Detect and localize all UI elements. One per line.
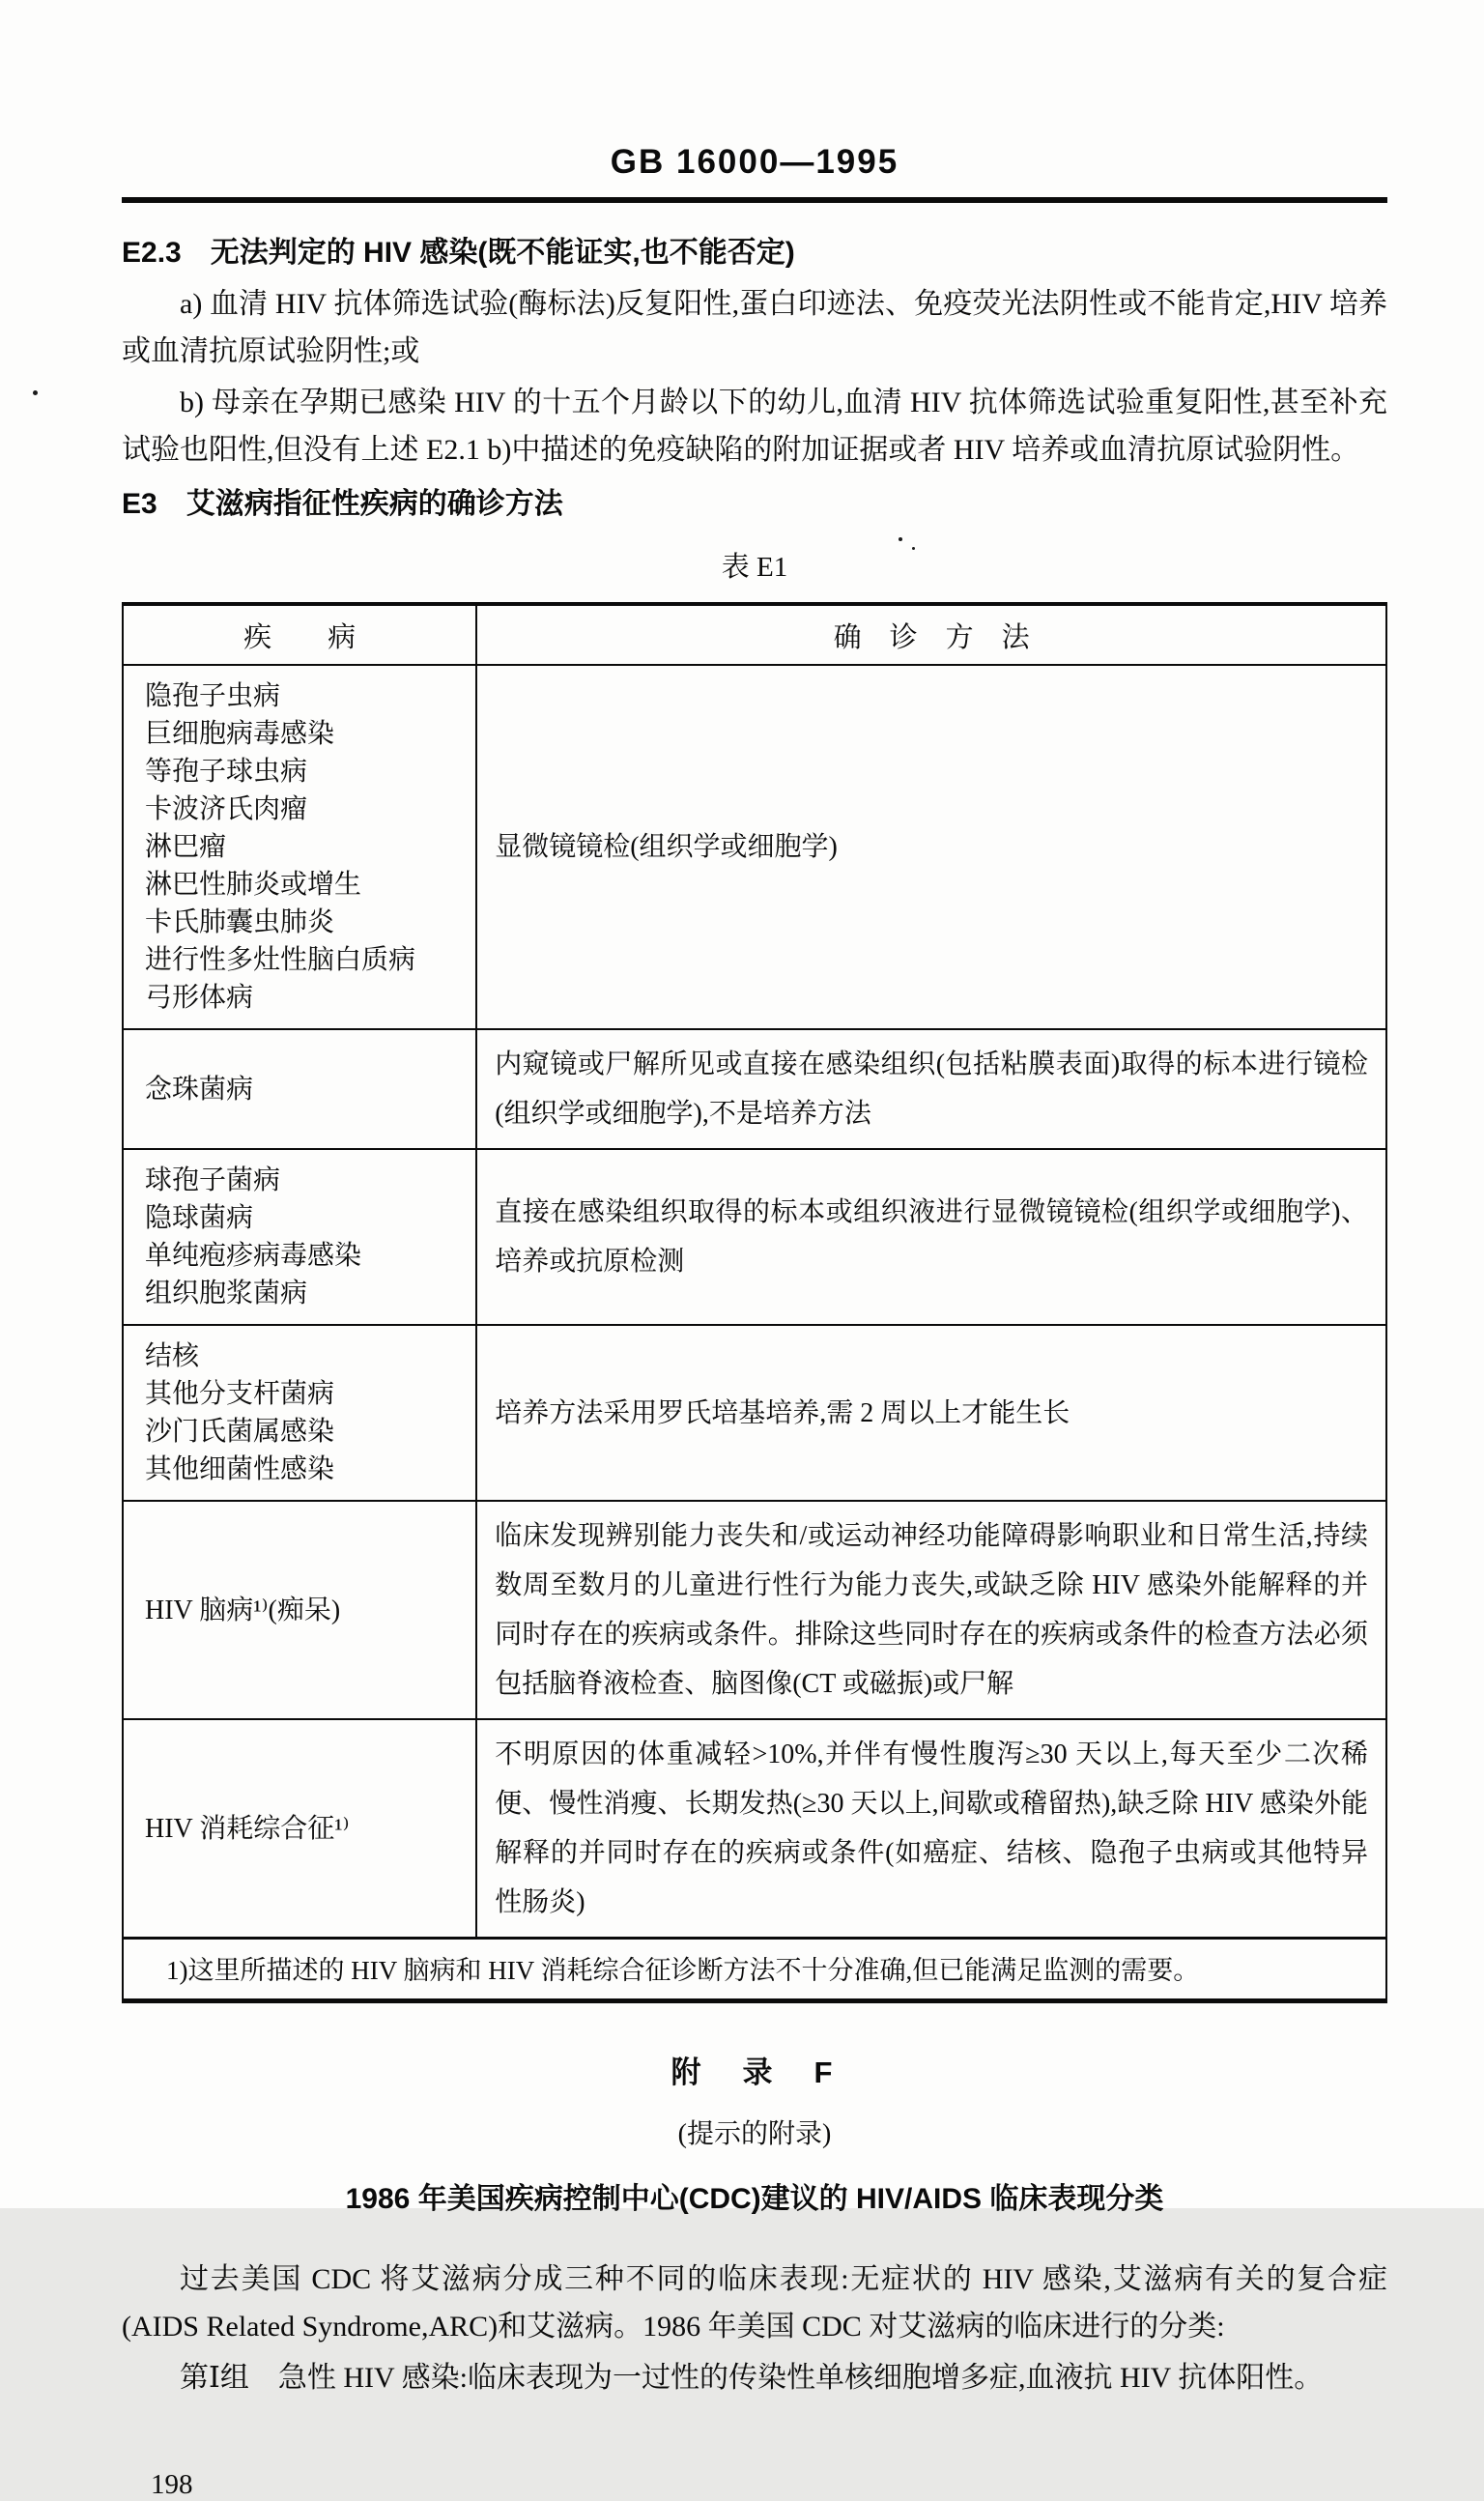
table-footnote-row: [123, 1939, 1386, 2001]
method-text: 显微镜镜检(组织学或细胞学): [495, 832, 838, 862]
disease-line: 进行性多灶性脑白质病: [145, 945, 416, 975]
heading-e2-3: E2.3 无法判定的 HIV 感染(既不能证实,也不能否定): [122, 237, 795, 269]
paragraph-e2-3-a: a) 血清 HIV 抗体筛选试验(酶标法)反复阳性,蛋白印迹法、免疫荧光法阴性或不能肯定,HIV 培养或血清抗原试验阴性;或: [122, 288, 1387, 367]
table-header-row: [123, 604, 1386, 665]
disease-line: 其他细菌性感染: [145, 1454, 335, 1484]
method-text: 直接在感染组织取得的标本或组织液进行显微镜镜检(组织学或细胞学)、培养或抗原检测: [495, 1197, 1368, 1277]
method-cell: [476, 1149, 1386, 1325]
disease-cell: [123, 1149, 476, 1325]
appendix-f-paragraph-1: 过去美国 CDC 将艾滋病分成三种不同的临床表现:无症状的 HIV 感染,艾滋病有关的复合症(AIDS Related Syndrome,ARC)和艾滋病。1986 年美国 CDC 对艾滋病的临床进行的分类:: [122, 2263, 1387, 2343]
disease-line: 结核: [145, 1341, 200, 1371]
disease-line: 卡氏肺囊虫肺炎: [145, 907, 335, 937]
disease-line: 单纯疱疹病毒感染: [145, 1241, 362, 1271]
disease-cell: [123, 1325, 476, 1501]
disease-line: HIV 脑病¹⁾(痴呆): [145, 1595, 341, 1625]
method-text: 培养方法采用罗氏培基培养,需 2 周以上才能生长: [495, 1397, 1070, 1428]
appendix-f-title: 附 录 F: [671, 2055, 839, 2089]
table-row: [123, 1501, 1386, 1719]
disease-line: 组织胞浆菌病: [145, 1279, 308, 1308]
disease-line: 淋巴性肺炎或增生: [145, 870, 362, 900]
column-header-disease: 疾 病: [123, 604, 476, 665]
table-row: [123, 1149, 1386, 1325]
table-footnote: 1)这里所描述的 HIV 脑病和 HIV 消耗综合征诊断方法不十分准确,但已能满足监测的需要。: [123, 1939, 1386, 2001]
appendix-f-body: [122, 2256, 1387, 2401]
disease-cell: [123, 1719, 476, 1939]
scan-speck: [33, 390, 38, 395]
method-cell: [476, 1501, 1386, 1719]
method-text: 临床发现辨别能力丧失和/或运动神经功能障碍影响职业和日常生活,持续数周至数月的儿童进行性行为能力丧失,或缺乏除 HIV 感染外能解释的并同时存在的疾病或条件。排除这些同时存在的疾病或条件的检查方法必须包括脑脊液检查、脑图像(CT 或磁振)或尸解: [495, 1521, 1368, 1699]
disease-cell: [123, 665, 476, 1029]
method-cell: [476, 1029, 1386, 1149]
disease-line: 球孢子菌病: [145, 1165, 281, 1195]
heading-e3: E3 艾滋病指征性疾病的确诊方法: [122, 488, 563, 520]
appendix-f-paragraph-2: 第Ⅰ组 急性 HIV 感染:临床表现为一过性的传染性单核细胞增多症,血液抗 HIV 抗体阳性。: [180, 2362, 1324, 2394]
paragraph-e2-3-b: b) 母亲在孕期已感染 HIV 的十五个月龄以下的幼儿,血清 HIV 抗体筛选试验重复阳性,甚至补充试验也阳性,但没有上述 E2.1 b)中描述的免疫缺陷的附加证据或者 HIV 培养或血清抗原试验阴性。: [122, 387, 1387, 466]
disease-line: HIV 消耗综合征¹⁾: [145, 1813, 350, 1844]
scan-speck: [912, 547, 915, 550]
table-row: [123, 1029, 1386, 1149]
table-row: [123, 1719, 1386, 1939]
header-rule: [122, 197, 1387, 203]
disease-line: 巨细胞病毒感染: [145, 719, 335, 749]
method-cell: [476, 1325, 1386, 1501]
appendix-f-heading: 1986 年美国疾病控制中心(CDC)建议的 HIV/AIDS 临床表现分类: [345, 2183, 1164, 2215]
disease-cell: [123, 1029, 476, 1149]
method-text: 不明原因的体重减轻>10%,并伴有慢性腹泻≥30 天以上,每天至少二次稀便、慢性消瘦、长期发热(≥30 天以上,间歇或稽留热),缺乏除 HIV 感染外能解释的并同时存在的疾病或条件(如癌症、结核、隐孢子虫病或其他特异性肠炎): [495, 1739, 1368, 1917]
disease-line: 沙门氏菌属感染: [145, 1417, 335, 1447]
table-row: [123, 1325, 1386, 1501]
appendix-f-subtitle: (提示的附录): [677, 2119, 832, 2149]
table-e1: [122, 602, 1387, 2003]
disease-cell: [123, 1501, 476, 1719]
disease-line: 隐孢子虫病: [145, 681, 281, 711]
method-text: 内窥镜或尸解所见或直接在感染组织(包括粘膜表面)取得的标本进行镜检(组织学或细胞学),不是培养方法: [495, 1049, 1368, 1129]
disease-line: 其他分支杆菌病: [145, 1379, 335, 1409]
disease-line: 念珠菌病: [145, 1074, 254, 1105]
disease-line: 等孢子球虫病: [145, 757, 308, 787]
method-cell: [476, 1719, 1386, 1939]
page-number: 198: [151, 2469, 193, 2500]
scan-speck: [899, 537, 902, 541]
standard-code-header: GB 16000—1995: [610, 143, 899, 181]
disease-line: 卡波济氏肉瘤: [145, 794, 308, 824]
column-header-method: 确 诊 方 法: [476, 604, 1386, 665]
method-cell: [476, 665, 1386, 1029]
disease-line: 弓形体病: [145, 983, 254, 1013]
table-row: [123, 665, 1386, 1029]
disease-line: 隐球菌病: [145, 1203, 254, 1233]
table-caption: 表 E1: [721, 552, 788, 583]
disease-line: 淋巴瘤: [145, 832, 227, 862]
